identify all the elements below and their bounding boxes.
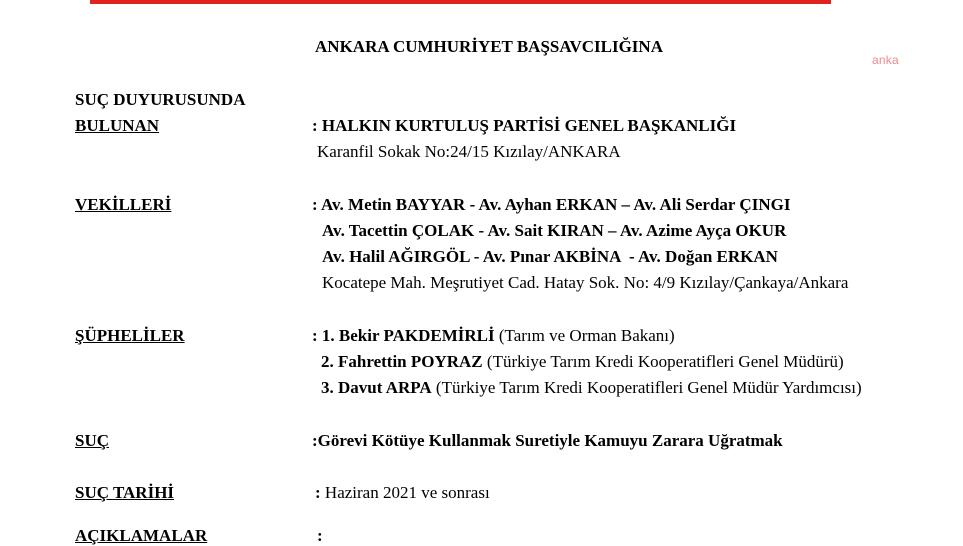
explanations-label-text: AÇIKLAMALAR bbox=[75, 526, 208, 545]
explanations-label bbox=[75, 526, 207, 546]
complainant-label-line1: SUÇ DUYURUSUNDA bbox=[75, 90, 246, 109]
suspects-label-text: ŞÜPHELİLER bbox=[75, 326, 185, 345]
complainant-label bbox=[75, 116, 298, 136]
crime-date-label-text: SUÇ TARİHİ bbox=[75, 483, 175, 502]
suspect-1-prefix: : 1. bbox=[312, 326, 339, 345]
document-title: ANKARA CUMHURİYET BAŞSAVCILIĞINA bbox=[315, 37, 663, 56]
suspect-3-name: Davut ARPA bbox=[338, 378, 432, 397]
attorneys-line-1: : Av. Metin BAYYAR - Av. Ayhan ERKAN – Av. Ali Serdar ÇINGI bbox=[312, 195, 791, 214]
anka-watermark: anka bbox=[872, 53, 899, 67]
suspect-1-name: Bekir PAKDEMİRLİ bbox=[338, 326, 495, 345]
suspects-label bbox=[75, 326, 293, 346]
complainant-address: Karanfil Sokak No:24/15 Kızılay/ANKARA bbox=[317, 142, 621, 161]
crime-date-label bbox=[75, 483, 298, 503]
attorneys-address: Kocatepe Mah. Meşrutiyet Cad. Hatay Sok. No: 4/9 Kızılay/Çankaya/Ankara bbox=[322, 273, 849, 292]
suspect-item-1 bbox=[312, 326, 675, 346]
crime-date-text: Haziran 2021 ve sonrası bbox=[320, 483, 490, 502]
suspect-3-title: (Türkiye Tarım Kredi Kooperatifleri Genel Müdür Yardımcısı) bbox=[431, 378, 862, 397]
complainant-label-text: BULUNAN bbox=[75, 116, 160, 135]
attorneys-label bbox=[75, 195, 295, 215]
crime-label-text: SUÇ bbox=[75, 431, 110, 450]
explanations-colon: : bbox=[317, 526, 323, 545]
attorneys-line-3: Av. Halil AĞIRGÖL - Av. Pınar AKBİNA - Av. Doğan ERKAN bbox=[322, 247, 778, 266]
suspect-2-prefix: 2. bbox=[321, 352, 338, 371]
red-header-bar bbox=[90, 0, 831, 4]
suspect-item-3 bbox=[321, 378, 862, 398]
suspect-2-name: Fahrettin POYRAZ bbox=[338, 352, 483, 371]
suspect-3-prefix: 3. bbox=[321, 378, 338, 397]
crime-value: :Görevi Kötüye Kullanmak Suretiyle Kamuyu Zarara Uğratmak bbox=[312, 431, 783, 450]
attorneys-line-2: Av. Tacettin ÇOLAK - Av. Sait KIRAN – Av. Azime Ayça OKUR bbox=[322, 221, 787, 240]
crime-date-colon: : bbox=[315, 483, 321, 502]
suspect-2-title: (Türkiye Tarım Kredi Kooperatifleri Genel Müdürü) bbox=[482, 352, 844, 371]
attorneys-label-text: VEKİLLERİ bbox=[75, 195, 172, 214]
suspect-1-title: (Tarım ve Orman Bakanı) bbox=[494, 326, 675, 345]
crime-label bbox=[75, 431, 306, 451]
crime-date-value bbox=[315, 483, 490, 503]
suspect-item-2 bbox=[321, 352, 844, 372]
complainant-name: : HALKIN KURTULUŞ PARTİSİ GENEL BAŞKANLIĞI bbox=[312, 116, 737, 135]
